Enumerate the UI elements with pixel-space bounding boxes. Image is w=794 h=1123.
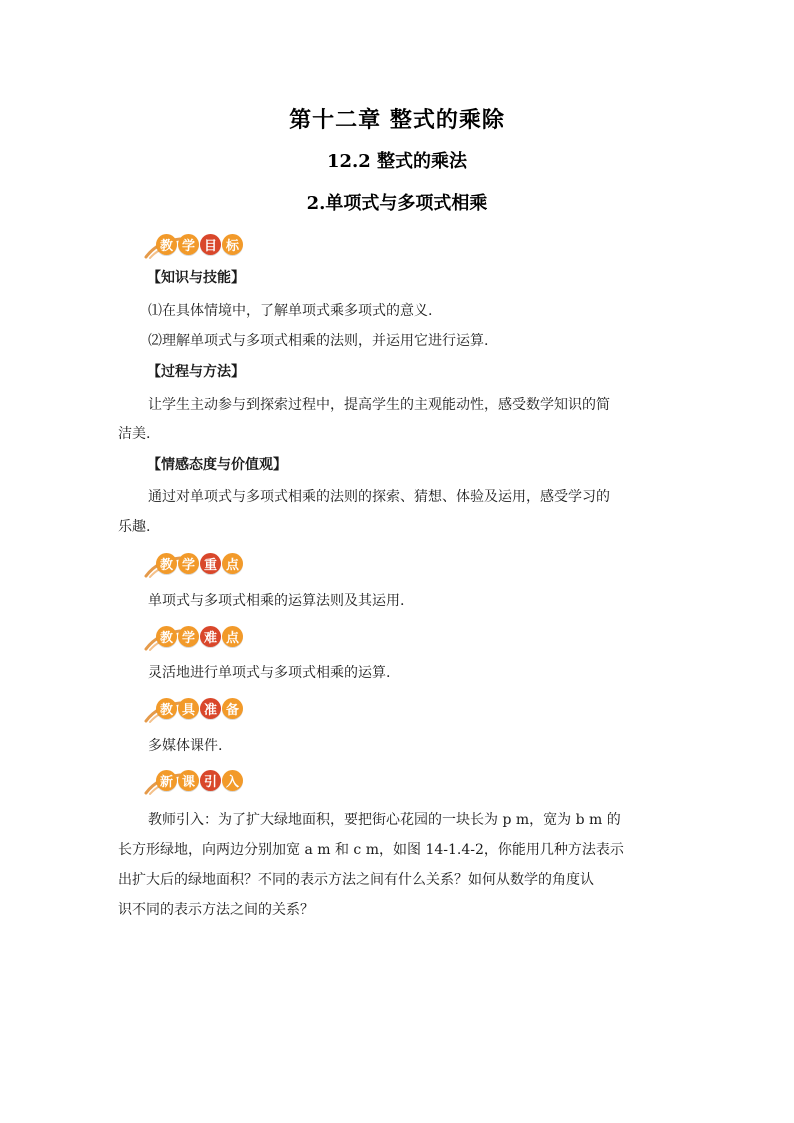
badge-difficulties — [148, 623, 243, 649]
emotion-heading: 【情感态度与价值观】 — [147, 457, 287, 473]
badge-char: 教 — [156, 698, 177, 719]
emotion-text-line-2: 乐趣. — [118, 519, 151, 535]
knowledge-item-1: ⑴在具体情境中，了解单项式乘多项式的意义. — [148, 303, 433, 319]
badge-char: 新 — [156, 770, 177, 791]
badge-char: 重 — [200, 553, 221, 574]
badge-char: 准 — [200, 698, 221, 719]
badge-teaching-objectives — [148, 231, 243, 257]
process-text-line-2: 洁美. — [118, 426, 151, 442]
badge-char: 标 — [222, 234, 243, 255]
badge-char: 课 — [178, 770, 199, 791]
intro-text-line-2: 长方形绿地，向两边分别加宽 a m 和 c m，如图 14-1.4-2，你能用几种方法表示 — [118, 842, 624, 858]
badge-key-points — [148, 550, 243, 576]
badge-new-lesson-intro — [148, 767, 243, 793]
badge-char: 教 — [156, 553, 177, 574]
intro-text-line-3: 出扩大后的绿地面积？不同的表示方法之间有什么关系？如何从数学的角度认 — [118, 872, 594, 888]
process-heading: 【过程与方法】 — [147, 364, 245, 380]
emotion-text-line-1: 通过对单项式与多项式相乘的法则的探索、猜想、体验及运用，感受学习的 — [148, 489, 610, 505]
badge-char: 具 — [178, 698, 199, 719]
key-points-text: 单项式与多项式相乘的运算法则及其运用. — [148, 593, 405, 609]
badge-char: 目 — [200, 234, 221, 255]
process-text-line-1: 让学生主动参与到探索过程中，提高学生的主观能动性，感受数学知识的简 — [148, 397, 610, 413]
difficulties-text: 灵活地进行单项式与多项式相乘的运算. — [148, 665, 391, 681]
badge-char: 备 — [222, 698, 243, 719]
badge-char: 难 — [200, 626, 221, 647]
badge-char: 入 — [222, 770, 243, 791]
badge-teaching-tools — [148, 695, 243, 721]
badge-char: 教 — [156, 234, 177, 255]
intro-text-line-1: 教师引入：为了扩大绿地面积，要把街心花园的一块长为 p m，宽为 b m 的 — [148, 812, 621, 828]
badge-char: 学 — [178, 626, 199, 647]
badge-char: 学 — [178, 553, 199, 574]
badge-char: 教 — [156, 626, 177, 647]
lesson-title: 2.单项式与多项式相乘 — [306, 193, 488, 214]
badge-char: 学 — [178, 234, 199, 255]
intro-text-line-4: 识不同的表示方法之间的关系？ — [118, 902, 314, 918]
section-title: 12.2 整式的乘法 — [326, 151, 468, 172]
badge-char: 点 — [222, 626, 243, 647]
knowledge-item-2: ⑵理解单项式与多项式相乘的法则，并运用它进行运算. — [148, 333, 489, 349]
knowledge-heading: 【知识与技能】 — [147, 270, 245, 286]
tools-text: 多媒体课件. — [148, 738, 223, 754]
badge-char: 引 — [200, 770, 221, 791]
badge-char: 点 — [222, 553, 243, 574]
chapter-title: 第十二章 整式的乘除 — [289, 107, 505, 133]
